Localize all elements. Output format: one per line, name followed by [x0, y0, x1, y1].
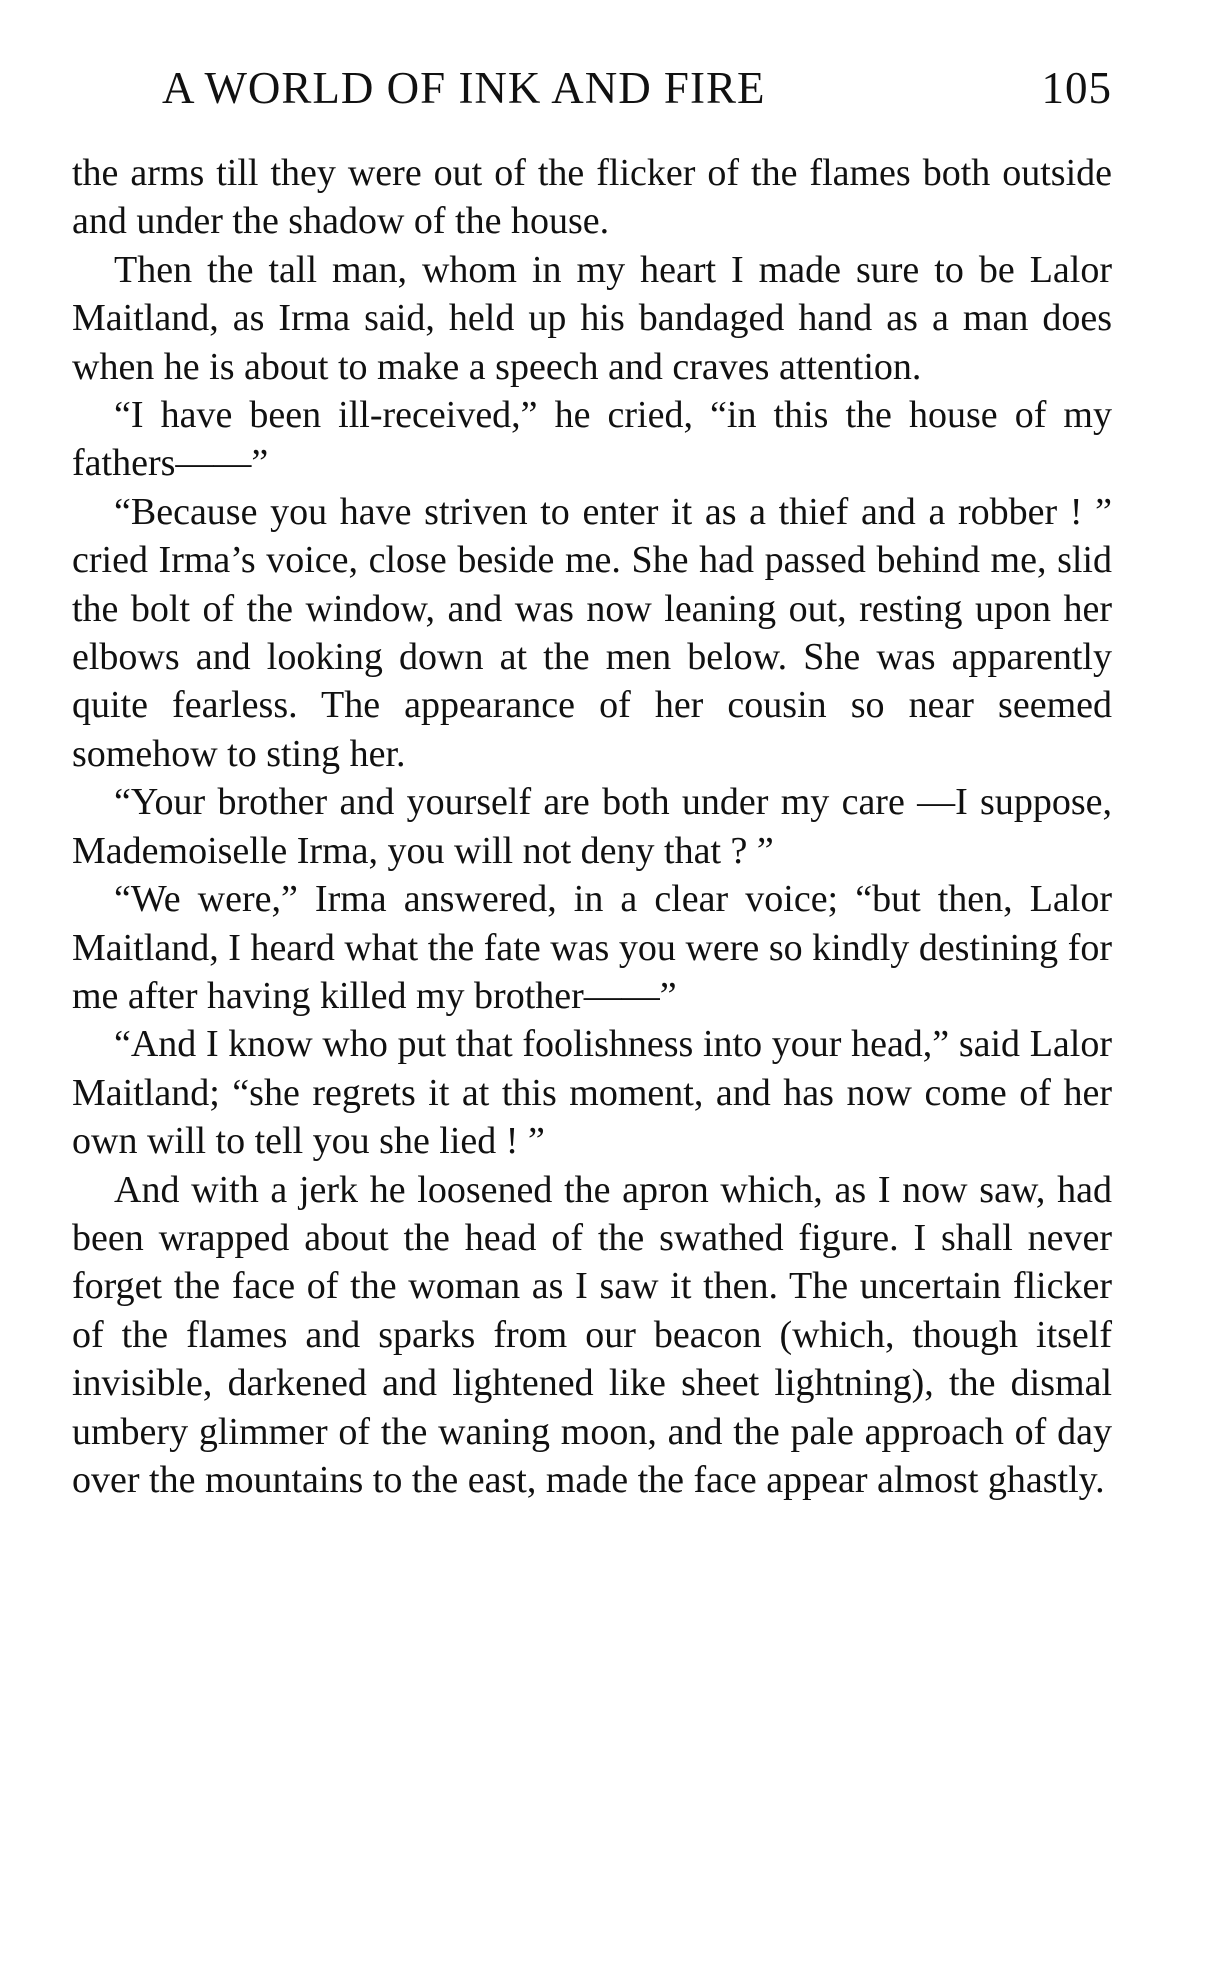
paragraph: Then the tall man, whom in my heart I made sure to be Lalor Maitland, as Irma said, held up his bandaged hand as a man does when he is about to make a speech and craves attention. — [72, 248, 1112, 388]
paragraph: “We were,” Irma answered, in a clear voice; “but then, Lalor Maitland, I heard what the fate was you were so kindly destining for me after having killed my brother——” — [72, 878, 1112, 1017]
paragraph: “And I know who put that foolishness into your head,” said Lalor Maitland; “she regrets it at this moment, and has now come of her own will to tell you she lied ! ” — [72, 1023, 1112, 1163]
paragraph: “Your brother and yourself are both under my care —I suppose, Mademoiselle Irma, you will not deny that ? ” — [72, 781, 1112, 872]
book-page — [72, 62, 1112, 1504]
paragraph: the arms till they were out of the flicker of the flames both outside and under the shadow of the house. — [72, 152, 1112, 243]
page-number: 105 — [1041, 63, 1112, 113]
running-title: A WORLD OF INK AND FIRE — [162, 63, 766, 113]
body-text — [72, 149, 1112, 1504]
paragraph: “I have been ill-received,” he cried, “in this the house of my fathers——” — [72, 394, 1112, 485]
running-header — [72, 62, 1112, 122]
paragraph: And with a jerk he loosened the apron which, as I now saw, had been wrapped about the head of the swathed figure. I shall never forget the face of the woman as I saw it then. The uncertain flicker of the flames and sparks from our beacon (which, though itself invisible, darkened and lightened like sheet lightning), the dismal umbery glimmer of the waning moon, and the pale approach of day over the mountains to the east, made the face appear almost ghastly. — [72, 1168, 1112, 1501]
paragraph: “Because you have striven to enter it as a thief and a robber ! ” cried Irma’s voice, close beside me. She had passed behind me, slid the bolt of the window, and was now leaning out, resting upon her elbows and looking down at the men below. She was apparently quite fearless. The appearance of her cousin so near seemed somehow to sting her. — [72, 490, 1112, 775]
